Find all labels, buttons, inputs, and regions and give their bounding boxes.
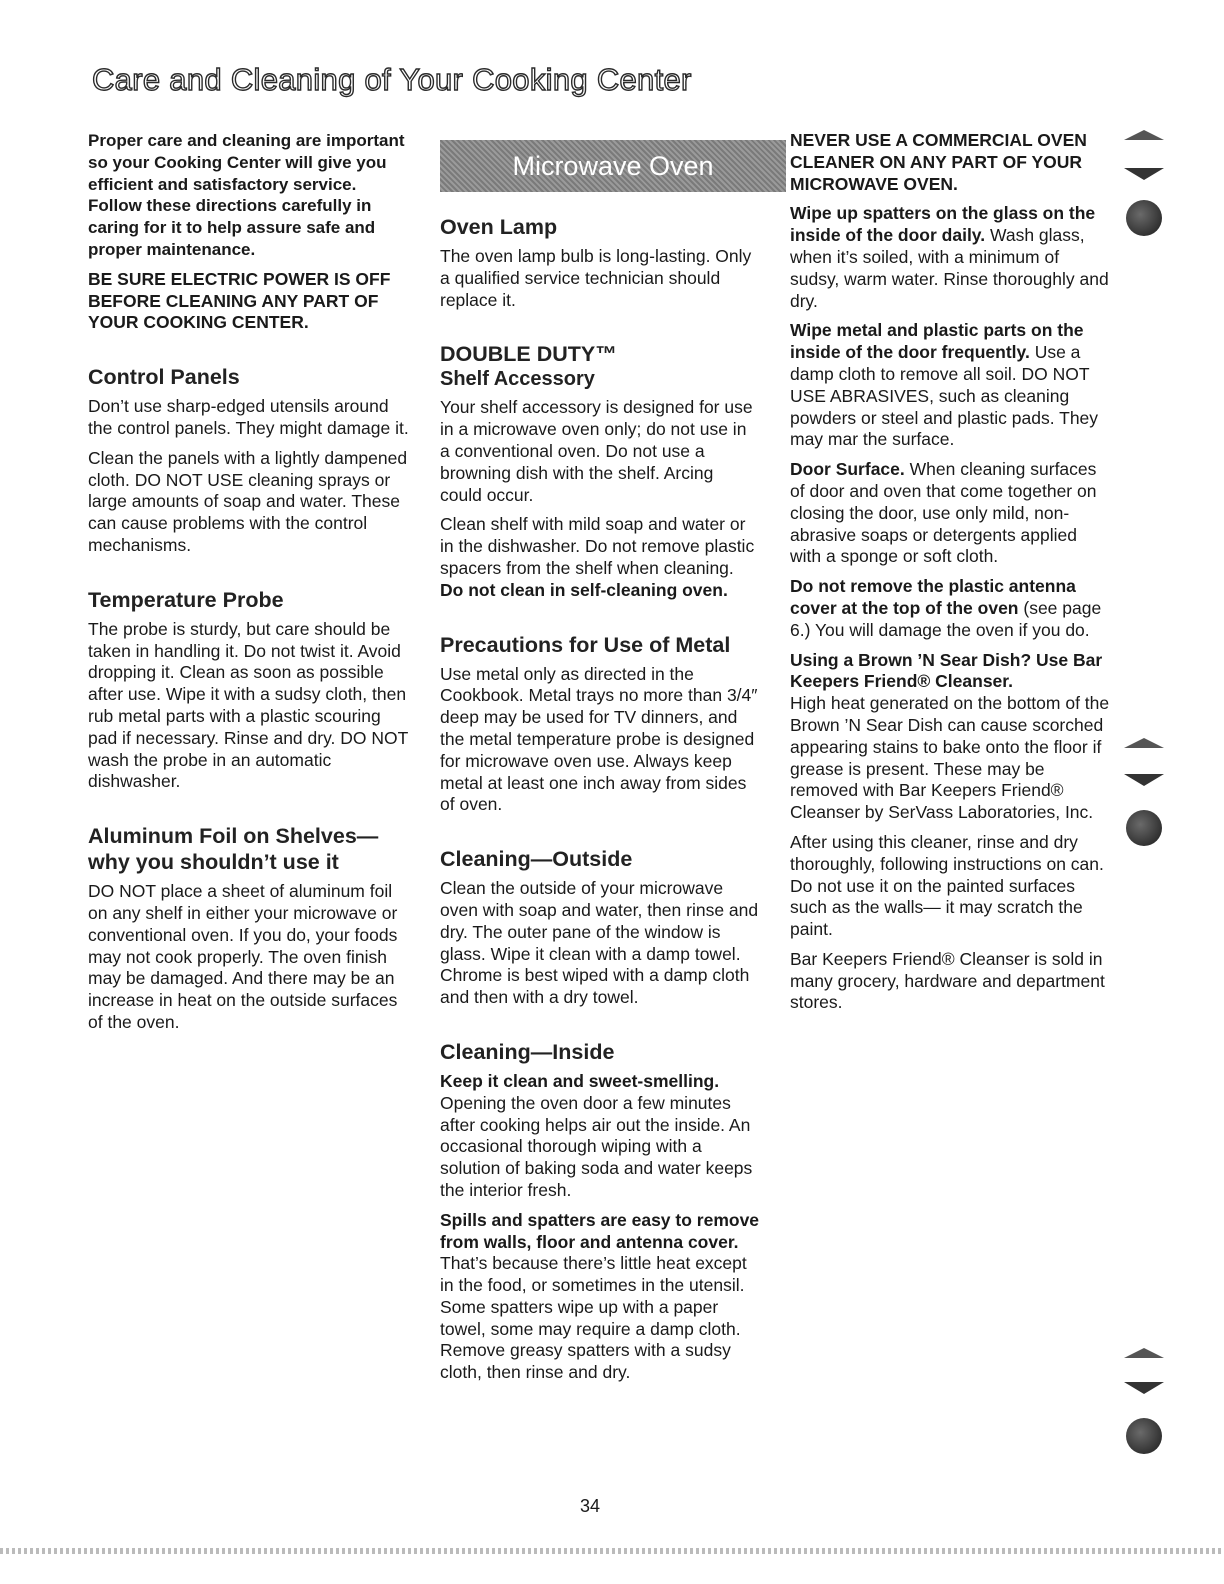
binder-hole-icon bbox=[1126, 810, 1162, 846]
oven-lamp-text: The oven lamp bulb is long-lasting. Only a qualified service technician should replace it. bbox=[440, 246, 752, 310]
right-column bbox=[790, 130, 1110, 1022]
door-surface-lead: Door Surface. bbox=[790, 459, 905, 480]
left-column bbox=[88, 130, 413, 1042]
page-number: 34 bbox=[580, 1496, 601, 1516]
cleaning-inside-text-1 bbox=[440, 1071, 760, 1202]
tab-marker-icon bbox=[1124, 738, 1164, 748]
metal-plastic-lead: Wipe metal and plastic parts on the inside of the door frequently. bbox=[790, 320, 1084, 363]
tab-marker-icon bbox=[1124, 130, 1164, 140]
metal-plastic-body: Use a damp cloth to remove all soil. DO NOT USE ABRASIVES, such as cleaning powders or steel and plastic pads. They may mar the surface. bbox=[790, 342, 1099, 450]
middle-column bbox=[440, 140, 760, 1392]
temperature-probe-heading: Temperature Probe bbox=[88, 587, 284, 612]
cleaning-inside-lead-1: Keep it clean and sweet-smelling. bbox=[440, 1070, 720, 1091]
binder-hole-icon bbox=[1126, 1418, 1162, 1454]
antenna-cover-body: (see page 6.) You will damage the oven if you do. bbox=[790, 597, 1102, 640]
cleaning-inside-body-2: That’s because there’s little heat except in the food, or sometimes in the utensil. Some spatters wipe up with a paper towel, some may require a damp cloth. Remove greasy spatters with a sudsy cloth, then rinse and dry. bbox=[440, 1253, 747, 1383]
power-warning: BE SURE ELECTRIC POWER IS OFF BEFORE CLEANING ANY PART OF YOUR COOKING CENTER. bbox=[88, 268, 391, 333]
intro-text: Proper care and cleaning are important so your Cooking Center will give you efficient and satisfactory service. Follow these directions carefully in caring for it to help assure safe and proper maintenance. bbox=[88, 131, 405, 259]
double-duty-text-2 bbox=[440, 514, 760, 601]
antenna-cover-text bbox=[790, 576, 1110, 641]
tab-marker-icon bbox=[1124, 1348, 1164, 1358]
glass-lead: Wipe up spatters on the glass on the inside of the door daily. bbox=[790, 203, 1096, 246]
door-surface-body: When cleaning surfaces of door and oven that come together on closing the door, use only mild, non-abrasive soaps or detergents applied with a sponge or soft cloth. bbox=[790, 459, 1097, 567]
tab-marker-icon bbox=[1124, 774, 1164, 786]
cleaning-inside-lead-2: Spills and spatters are easy to remove from walls, floor and antenna cover. bbox=[440, 1209, 760, 1252]
brown-n-sear-body: High heat generated on the bottom of the Brown ’N Sear Dish can cause scorched appearing stains to bake onto the floor if grease is present. These may be removed with Bar Keepers Friend® Cleanser by SerVass Laboratories, Inc. bbox=[790, 693, 1110, 823]
page-title: Care and Cleaning of Your Cooking Center bbox=[92, 62, 692, 97]
tab-marker-icon bbox=[1124, 1382, 1164, 1394]
control-panels-text-2: Clean the panels with a lightly dampened cloth. DO NOT USE cleaning sprays or large amounts of soap and water. These can cause problems with the control mechanisms. bbox=[88, 447, 408, 555]
microwave-oven-banner: Microwave Oven bbox=[440, 140, 786, 192]
cleaning-inside-heading: Cleaning—Inside bbox=[440, 1039, 615, 1064]
tab-marker-icon bbox=[1124, 168, 1164, 180]
cleaning-outside-text: Clean the outside of your microwave oven with soap and water, then rinse and dry. The outer pane of the window is glass. Wipe it clean with a damp towel. Chrome is best wiped with a damp cloth and then with a dry towel. bbox=[440, 878, 759, 1008]
aluminum-foil-heading: Aluminum Foil on Shelves— why you shouldn’t use it bbox=[88, 824, 379, 875]
control-panels-heading: Control Panels bbox=[88, 365, 240, 390]
temperature-probe-text: The probe is sturdy, but care should be taken in handling it. Do not twist it. Avoid dropping it. Clean as soon as possible after use. Wipe it with a sudsy cloth, then rub metal parts with a plastic scouring pad if necessary. Rinse and dry. DO NOT wash the probe in an automatic dishwasher. bbox=[88, 618, 408, 792]
antenna-cover-lead: Do not remove the plastic antenna cover at the top of the oven bbox=[790, 576, 1076, 618]
after-cleaner-text: After using this cleaner, rinse and dry thoroughly, following instructions on can. Do not use it on the painted surfaces such as the walls— it may scratch the paint. bbox=[790, 831, 1104, 940]
door-surface-text bbox=[790, 459, 1110, 568]
glass-body: Wash glass, when it’s soiled, with a minimum of sudsy, warm water. Rinse thoroughly and dry. bbox=[790, 225, 1109, 311]
commercial-cleaner-warning: NEVER USE A COMMERCIAL OVEN CLEANER ON ANY PART OF YOUR MICROWAVE OVEN. bbox=[790, 130, 1087, 194]
double-duty-text-1: Your shelf accessory is designed for use in a microwave oven only; do not use in a conventional oven. Do not use a browning dish with the shelf. Arcing could occur. bbox=[440, 397, 753, 505]
cleaning-inside-text-2 bbox=[440, 1210, 760, 1384]
aluminum-foil-text: DO NOT place a sheet of aluminum foil on any shelf in either your microwave or conventional oven. If you do, your foods may not cook properly. The oven finish may be damaged. And there may be an increase in heat on the outside surfaces of the oven. bbox=[88, 881, 398, 1032]
availability-text: Bar Keepers Friend® Cleanser is sold in many grocery, hardware and department stores. bbox=[790, 948, 1105, 1013]
oven-lamp-heading: Oven Lamp bbox=[440, 215, 558, 239]
control-panels-text-1: Don’t use sharp-edged utensils around the control panels. They might damage it. bbox=[88, 396, 409, 438]
cleaning-outside-heading: Cleaning—Outside bbox=[440, 847, 633, 872]
scan-artifact-line bbox=[0, 1548, 1224, 1554]
double-duty-warning: Do not clean in self-cleaning oven. bbox=[440, 579, 728, 600]
double-duty-text-2-body: Clean shelf with mild soap and water or in the dishwasher. Do not remove plastic spacers from the shelf when cleaning. bbox=[440, 514, 755, 578]
binder-hole-icon bbox=[1126, 200, 1162, 236]
shelf-accessory-subheading: Shelf Accessory bbox=[440, 368, 595, 391]
cleaning-inside-body-1: Opening the oven door a few minutes after cooking helps air out the inside. An occasional thorough wiping with a solution of baking soda and water keeps the interior fresh. bbox=[440, 1092, 753, 1200]
metal-plastic-text bbox=[790, 320, 1110, 451]
metal-precautions-text: Use metal only as directed in the Cookbook. Metal trays no more than 3/4″ deep may be used for TV dinners, and the metal temperature probe is designed for microwave oven use. Always keep metal at least one inch away from sides of oven. bbox=[440, 663, 758, 815]
double-duty-heading: DOUBLE DUTY™ bbox=[440, 342, 617, 367]
glass-text bbox=[790, 203, 1110, 312]
brown-n-sear-lead: Using a Brown ’N Sear Dish? Use Bar Keepers Friend® Cleanser. bbox=[790, 649, 1103, 692]
metal-precautions-heading: Precautions for Use of Metal bbox=[440, 632, 731, 657]
brown-n-sear-text bbox=[790, 650, 1110, 824]
